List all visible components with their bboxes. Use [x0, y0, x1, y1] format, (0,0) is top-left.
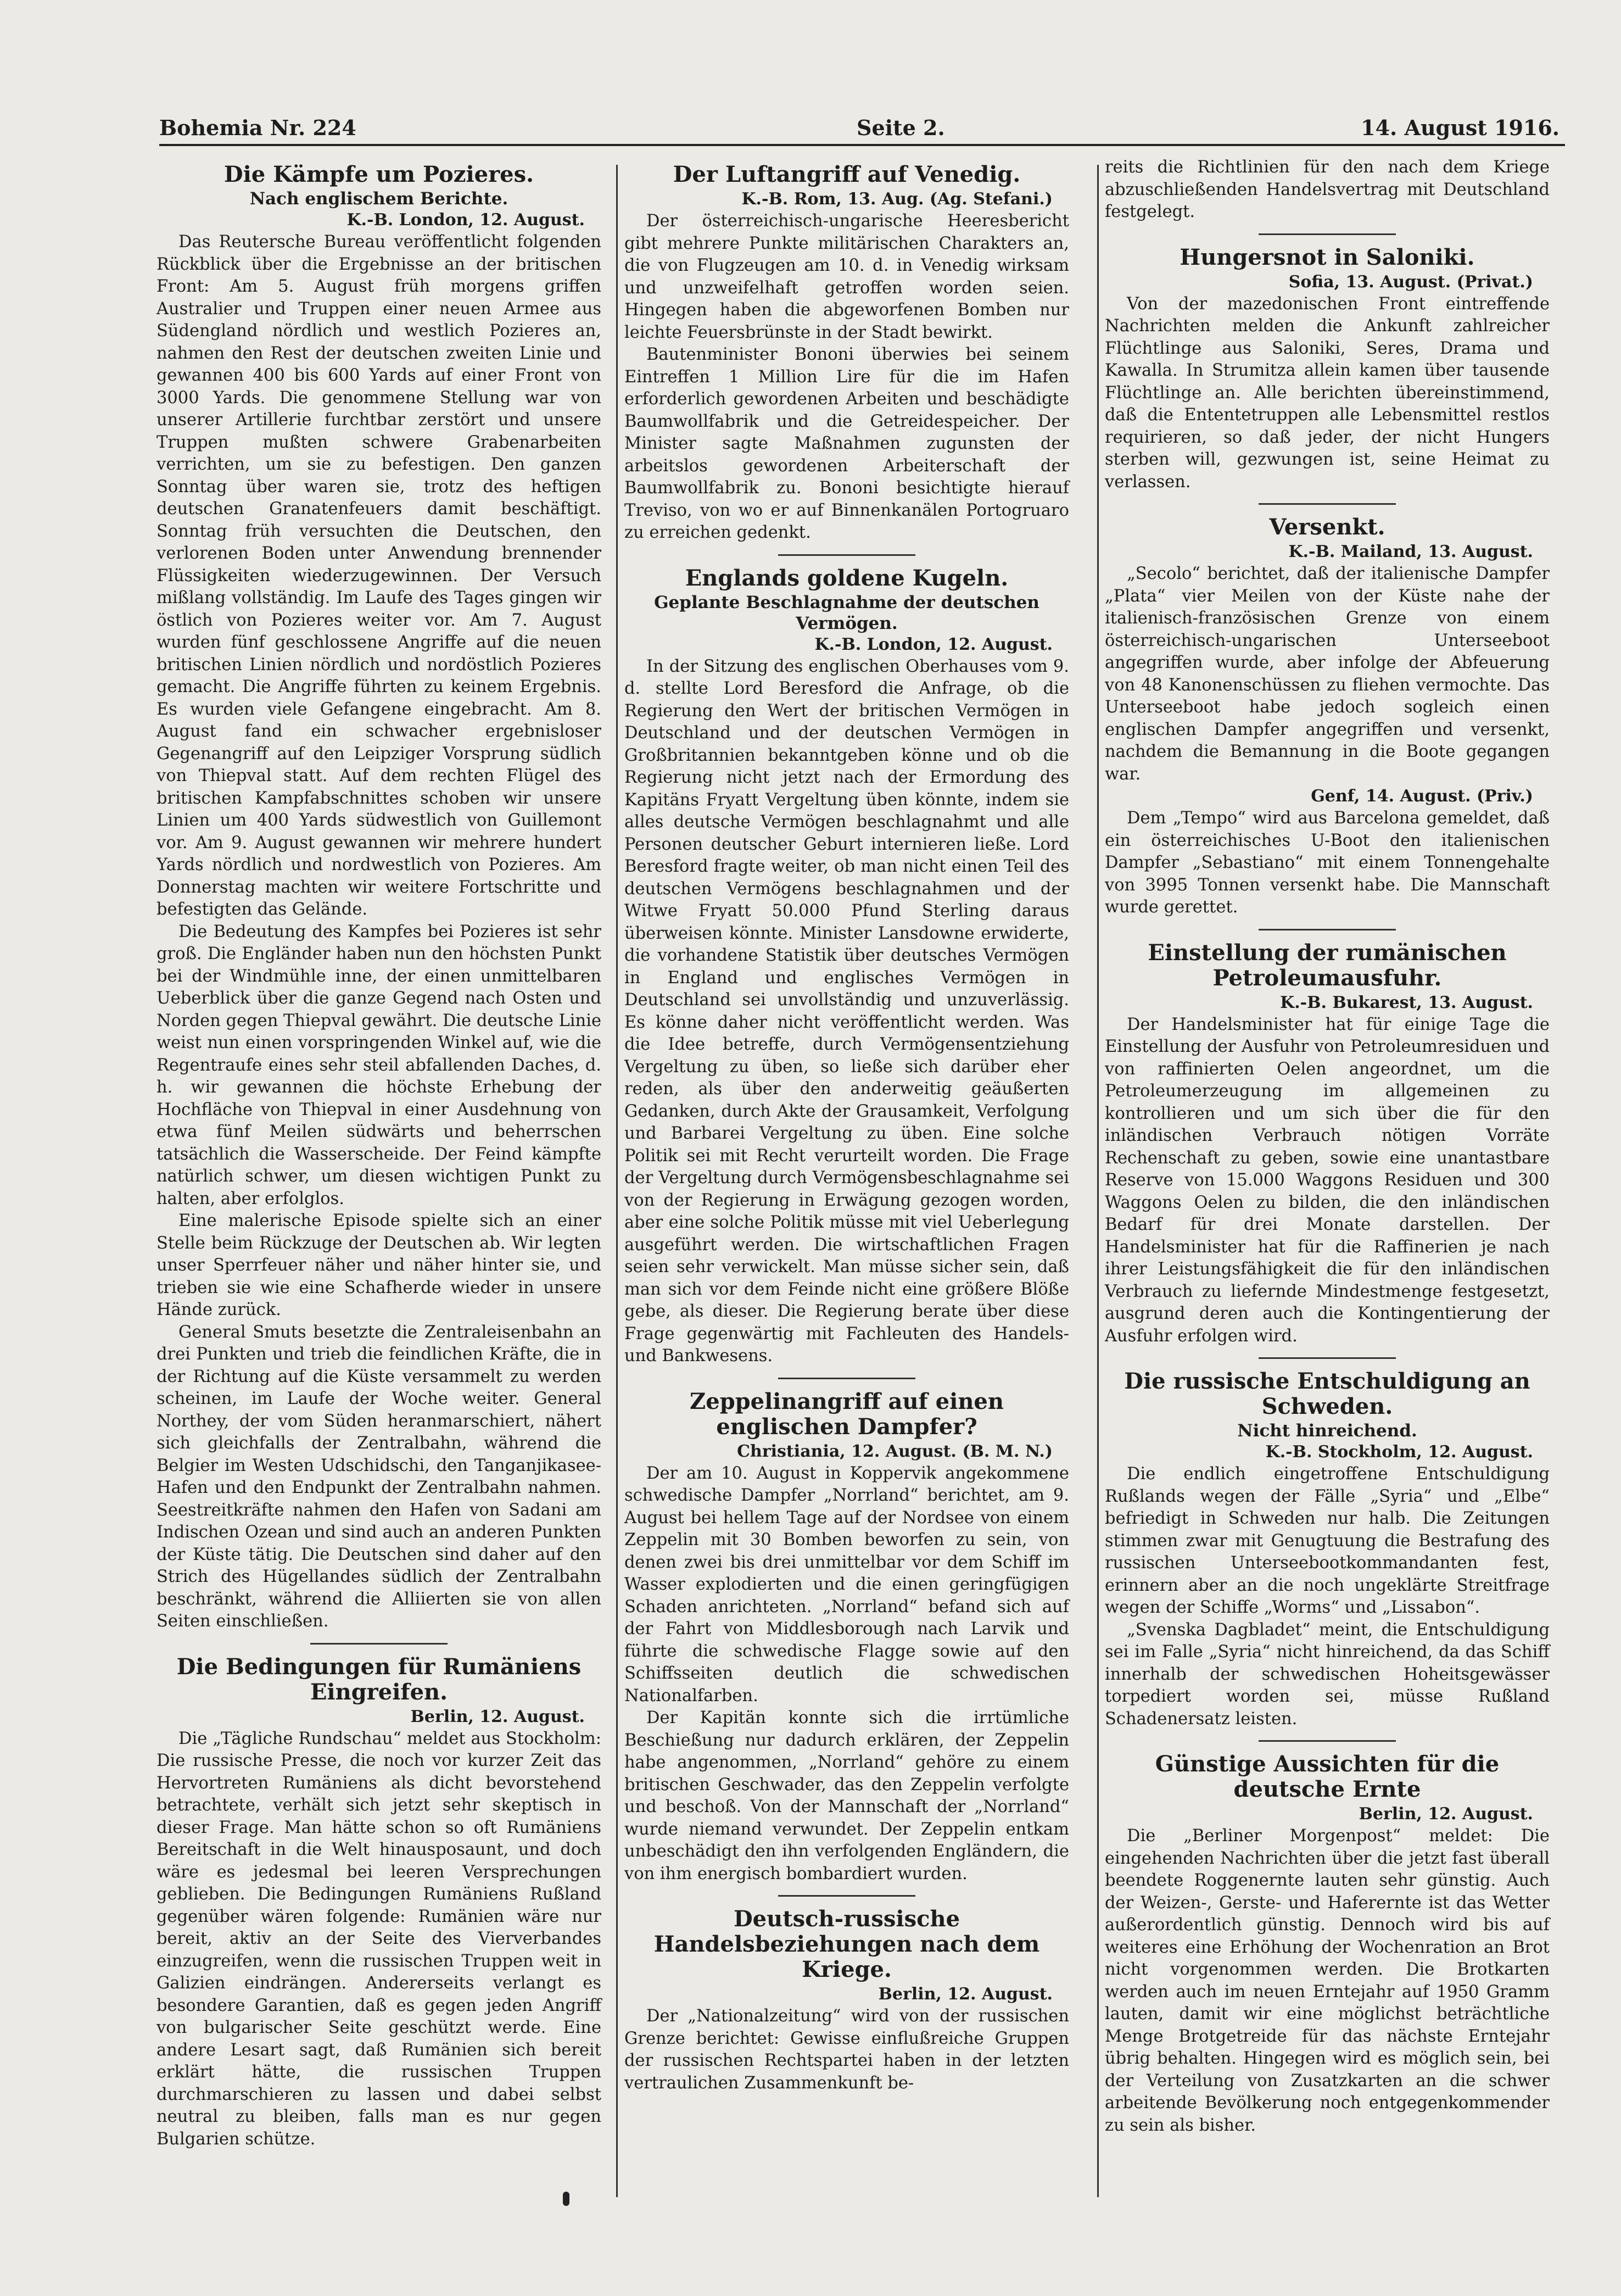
paragraph: Der Kapitän konnte sich die irrtümliche Beschießung nur dadurch erklären, der Zeppelin habe angenommen, „Norrland“ gehöre zu einem britischen Geschwader, das den Zeppelin verfolgte und beschoß. Von der Mannschaft der „Norrland“ wurde niemand verwundet. Der Zeppelin entkam unbeschädigt den ihn verfolgenden Engländern, die von ihm energisch bombardiert wurden. [624, 1708, 1069, 1883]
header-rule [159, 144, 1565, 146]
header-date: 14. August 1916. [1361, 115, 1559, 140]
dateline: Genf, 14. August. (Priv.) [1311, 787, 1533, 806]
column-2 [624, 157, 1069, 2094]
paragraph: Der „Nationalzeitung“ wird von der russischen Grenze berichtet: Gewisse einflußreiche Gruppen der russischen Rechtspartei haben in der letzten vertraulichen Zusammenkunft be- [624, 2007, 1069, 2093]
paragraph: Das Reutersche Bureau veröffentlicht folgenden Rückblick über die Ergebnisse an der britischen Front: Am 5. August früh morgens griffen Australier und Truppen einer neuen Armee aus Südengland nördlich und westlich Pozieres an, nahmen den Rest der deutschen zweiten Linie und gewannen 400 bis 600 Yards auf einer Front von 3000 Yards. Die genommene Stellung war von unserer Artillerie furchtbar zerstört und unsere Truppen mußten schwere Grabenarbeiten verrichten, um sie zu befestigen. Den ganzen Sonntag über waren sie, trotz des heftigen deutschen Granatenfeuers damit beschäftigt. Sonntag früh versuchten die Deutschen, den verlorenen Boden unter Anwendung brennender Flüssigkeiten wiederzugewinnen. Der Versuch mißlang vollständig. Im Laufe des Tages gingen wir östlich von Pozieres weiter vor. Am 7. August wurden fünf geschlossene Angriffe auf die neuen britischen Linien nördlich und nordöstlich Pozieres gemacht. Die Angriffe führten zu keinem Ergebnis. Es wurden viele Gefangene eingebracht. Am 8. August fand ein schwacher ergebnisloser Gegenangriff auf den Leipziger Vorsprung südlich von Thiepval statt. Auf dem rechten Flügel des britischen Kampfabschnittes schoben wir unsere Linien um 400 Yards südwestlich von Guillemont vor. Am 9. August gewannen wir mehrere hundert Yards nördlich und nordwestlich von Pozieres. Am Donnerstag machten wir weitere Fortschritte und befestigten das Gelände. [156, 232, 601, 919]
paragraph: „Svenska Dagbladet“ meint, die Entschuldigung sei im Falle „Syria“ nicht hinreichend, da das Schiff innerhalb der schwedischen Hoheitsgewässer torpediert worden sei, müsse Rußland Schadenersatz leisten. [1105, 1620, 1550, 1729]
dateline: K.-B. Rom, 13. Aug. (Ag. Stefani.) [741, 190, 1053, 209]
paragraph: Die „Tägliche Rundschau“ meldet aus Stockholm: Die russische Presse, die noch vor kurzer Zeit das Hervortreten Rumäniens als dicht bevorstehend betrachtete, verhält sich jetzt sehr skeptisch in dieser Frage. Man hätte schon so oft Rumäniens Bereitschaft in die Welt hinausposaunt, und doch wäre es jedesmal bei leeren Versprechungen geblieben. Die Bedingungen Rumäniens Rußland gegenüber wären folgende: Rumänien wäre nur bereit, aktiv an der Seite des Vierverbandes einzugreifen, wenn die russischen Truppen weit in Galizien eindrängen. Andererseits verlangt es besondere Garantien, daß es gegen jeden Angriff von bulgarischer Seite geschützt werde. Eine andere Lesart sagt, daß Rumänien sich bereit erklärt hätte, die russischen Truppen durchmarschieren zu lassen und dabei selbst neutral zu bleiben, falls man es nur gegen Bulgarien schütze. [156, 1729, 601, 2149]
dateline: K.-B. Bukarest, 13. August. [1280, 993, 1533, 1012]
paragraph: Die Bedeutung des Kampfes bei Pozieres ist sehr groß. Die Engländer haben nun den höchsten Punkt bei der Windmühle inne, der einen unmittelbaren Ueberblick über die ganze Gegend nach Osten und Norden gegen Thiepval gewährt. Die deutsche Linie weist nun einen vorspringenden Winkel auf, wie die Regentraufe eines sehr steil abfallenden Daches, d. h. wir gewannen die höchste Erhebung der Hochfläche von Thiepval in einer Ausdehnung von etwa fünf Meilen südwärts und beherrschen tatsächlich die Wasserscheide. Der Feind kämpfte natürlich schwer, um diesen wichtigen Punkt zu halten, aber erfolglos. [156, 922, 601, 1208]
article-title: Einstellung der rumänischen Petroleumausfuhr. [1148, 939, 1507, 991]
article-title: Englands goldene Kugeln. [685, 565, 1009, 591]
article-title: Die Kämpfe um Pozieres. [223, 161, 534, 187]
article-subtitle: Nicht hinreichend. [1237, 1421, 1417, 1441]
article-separator [1259, 1740, 1396, 1742]
article-title: Die Bedingungen für Rumäniens Eingreifen. [176, 1653, 582, 1705]
paragraph: Der am 10. August in Koppervik angekommene schwedische Dampfer „Norrland“ berichtet, am 9. August bei hellem Tage auf der Nordsee von einem Zeppelin mit 30 Bomben beworfen zu sein, von denen zwei bis drei unmittelbar vor dem Schiff im Wasser explodierten und die einen geringfügigen Schaden anrichteten. „Norrland“ befand sich auf der Fahrt von Middlesborough nach Larvik und führte die schwedische Flagge sowie auf den Schiffsseiten deutlich die schwedischen Nationalfarben. [624, 1463, 1069, 1706]
column-divider [616, 165, 618, 2197]
article-separator [1259, 503, 1396, 505]
article-title: Die russische Entschuldigung an Schweden. [1124, 1368, 1530, 1419]
column-divider [1097, 165, 1099, 2197]
dateline: K.-B. London, 12. August. [346, 210, 585, 230]
article-title: Der Luftangriff auf Venedig. [673, 161, 1021, 187]
article-title: Günstige Aussichten für die deutsche Ernte [1155, 1751, 1500, 1802]
dateline: K.-B. London, 12. August. [814, 634, 1053, 654]
paragraph: Die „Berliner Morgenpost“ meldet: Die eingehenden Nachrichten über die jetzt fast überall beendete Roggenernte lauten sehr günstig. Auch der Weizen-, Gerste- und Haferernte ist das Wetter außerordentlich günstig. Dennoch wird bis auf weiteres eine Erhöhung der Wochenration an Brot nicht vorgenommen werden. Die Brotkarten werden auch im neuen Erntejahr auf 1950 Gramm lauten, damit wir eine möglichst beträchtliche Menge Brotgetreide für das nächste Erntejahr übrig behalten. Hingegen wird es möglich sein, bei der Verteilung von Zusatzkarten an die schwer arbeitende Bevölkerung noch entgegenkommender zu sein als bisher. [1105, 1826, 1550, 2135]
article-separator [1259, 1357, 1396, 1359]
article-separator [778, 1895, 915, 1897]
dateline: Christiania, 12. August. (B. M. N.) [737, 1441, 1053, 1461]
article-separator [778, 554, 915, 556]
dateline: K.-B. Mailand, 13. August. [1288, 542, 1533, 561]
article-separator [778, 1378, 915, 1379]
dateline: K.-B. Stockholm, 12. August. [1265, 1442, 1533, 1462]
article-title: Zeppelinangriff auf einen englischen Dampfer? [690, 1388, 1004, 1440]
article-subtitle: Nach englischem Berichte. [249, 189, 508, 209]
ink-spot [563, 2192, 569, 2206]
dateline: Berlin, 12. August. [410, 1707, 585, 1726]
dateline: Berlin, 12. August. [1359, 1804, 1533, 1824]
paragraph: Die endlich eingetroffene Entschuldigung Rußlands wegen der Fälle „Syria“ und „Elbe“ befriedigt in Schweden nur halb. Die Zeitungen stimmen zwar mit Genugtuung die Bestrafung des russischen Unterseebootkommandanten fest, erinnern aber an die noch ungeklärte Streitfrage wegen der Schiffe „Worms“ und „Lissabon“. [1105, 1464, 1550, 1617]
paragraph: Von der mazedonischen Front eintreffende Nachrichten melden die Ankunft zahlreicher Flüchtlinge aus Saloniki, Seres, Drama und Kawalla. In Strumitza allein kamen über tausende Flüchtlinge an. Alle berichten übereinstimmend, daß die Ententetruppen alle Lebensmittel restlos requirieren, so daß jeder, der nicht Hungers sterben will, gezwungen ist, seine Heimat zu verlassen. [1105, 294, 1550, 492]
paragraph: „Secolo“ berichtet, daß der italienische Dampfer „Plata“ vier Meilen von der Küste nahe der italienisch-französischen Grenze von einem österreichisch-ungarischen Unterseeboot angegriffen wurde, aber infolge der Abfeuerung von 48 Kanonenschüssen zu fliehen vermochte. Das Unterseeboot habe jedoch sogleich einen englischen Dampfer angegriffen und versenkt, nachdem die Bemannung in die Boote gegangen war. [1105, 564, 1550, 784]
column-3 [1105, 157, 1550, 2137]
paragraph: Der Handelsminister hat für einige Tage die Einstellung der Ausfuhr von Petroleumresiduen und von raffinierten Oelen angeordnet, um die Petroleumerzeugung im allgemeinen zu kontrollieren und um sich über die für den inländischen Verbrauch nötigen Vorräte Rechenschaft zu geben, sowie eine unantastbare Reserve von 15.000 Waggons Residuen und 300 Waggons Oelen zu bilden, die den inländischen Bedarf für drei Monate darstellen. Der Handelsminister hat für die Raffinerien je nach ihrer Leistungsfähigkeit die für den inländischen Verbrauch zu liefernde Mindestmenge festgesetzt, ausgrund deren auch die Kontingentierung der Ausfuhr erfolgen wird. [1105, 1015, 1550, 1346]
paragraph-continued: reits die Richtlinien für den nach dem Kriege abzuschließenden Handelsvertrag mit Deutschland festgelegt. [1105, 158, 1550, 221]
article-subtitle: Geplante Beschlagnahme der deutschen Vermögen. [654, 592, 1039, 633]
article-separator [1259, 929, 1396, 930]
article-title: Deutsch-russische Handelsbeziehungen nach dem Kriege. [653, 1906, 1040, 1982]
article-separator [1259, 233, 1396, 235]
article-title: Hungersnot in Saloniki. [1180, 244, 1475, 270]
header-page-number: Seite 2. [857, 115, 945, 140]
paragraph: In der Sitzung des englischen Oberhauses vom 9. d. stellte Lord Beresford die Anfrage, ob die Regierung den Wert der britischen Vermögen in Deutschland und der deutschen Vermögen in Großbritannien bekanntgeben könne und ob die Regierung nicht jetzt nach der Ermordung des Kapitäns Fryatt Vergeltung üben könnte, indem sie alles deutsche Vermögen beschlagnahmt und alle Personen deutscher Geburt internieren ließe. Lord Beresford fragte weiter, ob man nicht einen Teil des deutschen Vermögens beschlagnahmen und der Witwe Fryatt 50.000 Pfund Sterling daraus überweisen könnte. Minister Lansdowne erwiderte, die vorhandene Statistik über deutsches Vermögen in England und englisches Vermögen in Deutschland sei unvollständig und unzuverlässig. Es könne daher nicht veröffentlicht werden. Was die Idee betreffe, durch Vermögensentziehung Vergeltung zu üben, so ließe sich darüber eher reden, als über den anderweitig geäußerten Gedanken, durch Akte der Grausamkeit, Verfolgung und Barbarei Vergeltung zu üben. Eine solche Politik sei mit Recht verurteilt worden. Die Frage der Vergeltung durch Vermögensbeschlagnahme sei von der Regierung in Erwägung gezogen worden, aber eine solche Politik müsse mit viel Ueberlegung ausgeführt werden. Die wirtschaftlichen Fragen seien sehr verwickelt. Man müsse sicher sein, daß man sich vor dem Feinde nicht eine größere Blöße gebe, als dieser. Die Regierung berate über diese Frage gegenwärtig mit Fachleuten des Handels- und Bankwesens. [624, 656, 1069, 1366]
page-header [159, 115, 1559, 148]
paragraph: General Smuts besetzte die Zentraleisenbahn an drei Punkten und trieb die feindlichen Kräfte, die in der Richtung auf die Küste versammelt zu werden scheinen, im Laufe der Woche weiter. General Northey, der vom Süden heranmarschiert, nähert sich gleichfalls der Zentralbahn, während die Belgier im Westen Udschidschi, den Tanganjikasee-Hafen und den Endpunkt der Zentralbahn nahmen. Seestreitkräfte nahmen den Hafen von Sadani am Indischen Ozean und sind auch an anderen Punkten der Küste tätig. Die Deutschen sind daher auf den Strich des Hügellandes südlich der Zentralbahn beschränkt, während die Alliierten sie von allen Seiten einschließen. [156, 1322, 601, 1631]
column-1 [156, 157, 601, 2150]
paragraph: Der österreichisch-ungarische Heeresbericht gibt mehrere Punkte militärischen Charakters an, die von Flugzeugen am 10. d. in Venedig wirksam und unzweifelhaft getroffen worden seien. Hingegen haben die abgeworfenen Bomben nur leichte Feuersbrünste in der Stadt bewirkt. [624, 211, 1069, 342]
paragraph: Dem „Tempo“ wird aus Barcelona gemeldet, daß ein österreichisches U-Boot den italienischen Dampfer „Sebastiano“ mit einem Tonnengehalte von 3995 Tonnen versenkt habe. Die Mannschaft wurde gerettet. [1105, 809, 1550, 917]
paragraph: Eine malerische Episode spielte sich an einer Stelle beim Rückzuge der Deutschen ab. Wir legten unser Sperrfeuer näher und näher hinter sie, und trieben sie wie eine Schafherde wieder in unsere Hände zurück. [156, 1211, 601, 1319]
paragraph: Bautenminister Bononi überwies bei seinem Eintreffen 1 Million Lire für die im Hafen erforderlich gewordenen Arbeiten und beschädigte Baumwollfabrik und die Getreidespeicher. Der Minister sagte Maßnahmen zugunsten der arbeitslos gewordenen Arbeiterschaft der Baumwollfabrik zu. Bononi besichtigte hierauf Treviso, von wo er auf Binnenkanälen Portogruaro zu erreichen gedenkt. [624, 345, 1069, 542]
dateline: Sofia, 13. August. (Privat.) [1288, 272, 1533, 292]
header-paper-issue: Bohemia Nr. 224 [159, 115, 356, 140]
article-separator [310, 1643, 448, 1645]
dateline: Berlin, 12. August. [878, 1985, 1053, 2004]
article-title: Versenkt. [1269, 514, 1385, 540]
